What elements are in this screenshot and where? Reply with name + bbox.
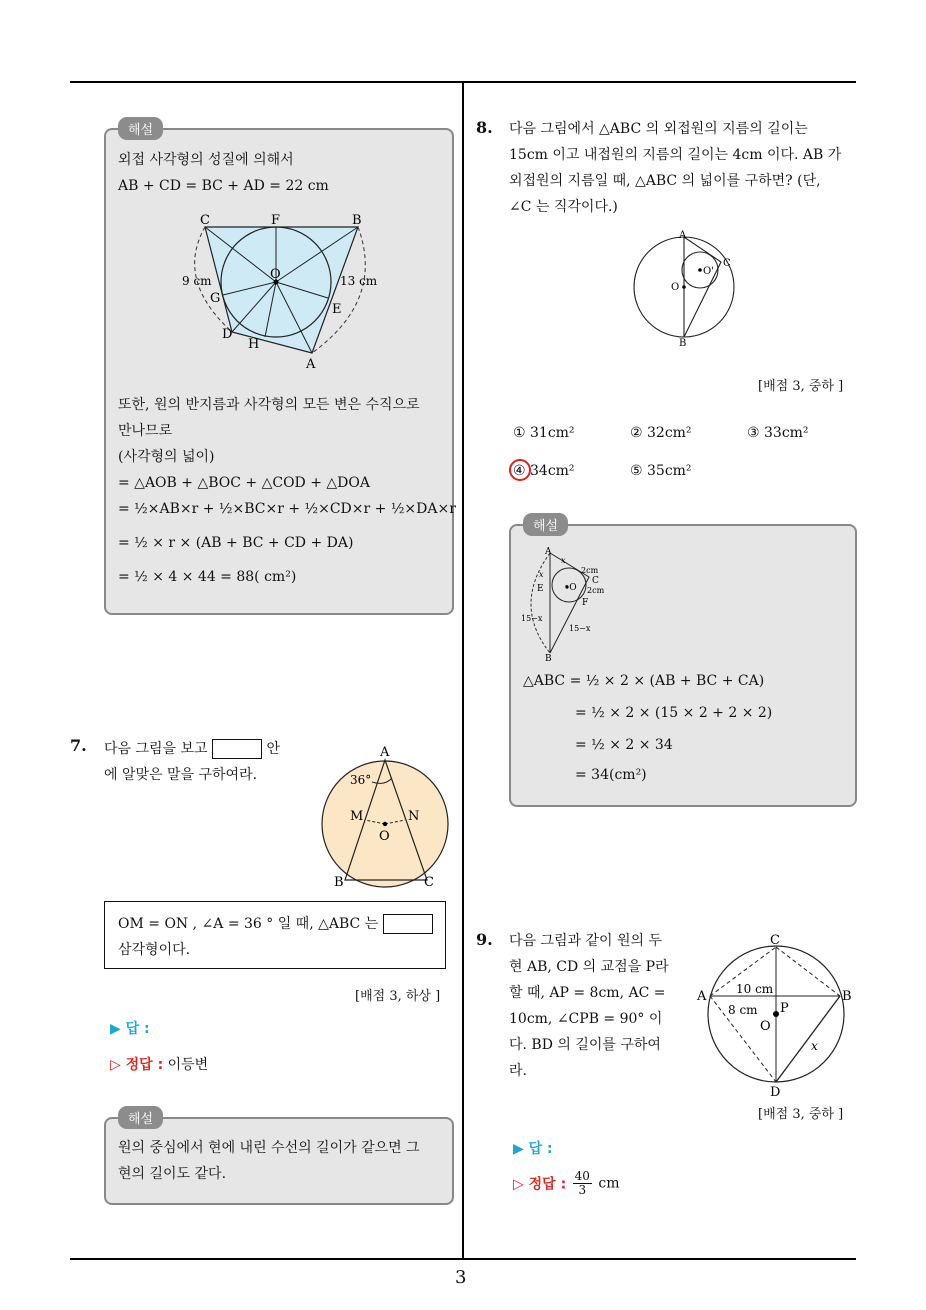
page-number: 3 <box>455 1267 467 1288</box>
correct-answer: ▷ 정답 : 이등변 <box>110 1057 209 1073</box>
bottom-rule <box>70 1258 856 1260</box>
solution-tag: 해설 <box>118 117 163 140</box>
solution-line: (사각형의 넓이) <box>118 449 215 465</box>
label-E: E <box>332 302 342 317</box>
choice-1[interactable]: ① 31cm² <box>513 425 575 441</box>
label-M: M <box>350 809 364 824</box>
solution-line: = ½ × r × (AB + BC + CD + DA) <box>118 535 354 551</box>
label-A: A <box>697 989 707 1004</box>
solution-line: 또한, 원의 반지름과 사각형의 모든 변은 수직으로 <box>118 397 420 413</box>
inscribed-circle-figure <box>628 228 748 348</box>
solution-tag: 해설 <box>118 1106 163 1129</box>
solution-figure <box>517 545 617 663</box>
label-G: G <box>210 291 221 306</box>
label-C: C <box>424 875 434 890</box>
label-2cm: 2cm <box>587 586 605 595</box>
solution-line: 원의 중심에서 현에 내린 수선의 길이가 같으면 그 <box>118 1140 420 1156</box>
label-9cm: 9 cm <box>182 274 212 288</box>
label-C: C <box>723 258 731 269</box>
answer-fraction: $\frac{40}{3}$ <box>574 1169 590 1197</box>
solution-line: = ½ × 4 × 44 = 88( cm²) <box>118 569 297 585</box>
question-text: 다음 그림과 같이 원의 두 <box>509 933 663 949</box>
label-O: O <box>760 1019 771 1034</box>
label-A: A <box>545 547 552 557</box>
label-B: B <box>842 989 852 1004</box>
choice-3[interactable]: ③ 33cm² <box>747 425 809 441</box>
label-C: C <box>592 576 599 586</box>
question-text: 다음 그림에서 △ABC 의 외접원의 지름의 길이는 <box>509 121 808 137</box>
question-text: 15cm 이고 내접원의 지름의 길이는 4cm 이다. AB 가 <box>509 147 842 163</box>
score-label: [배점 3, 중하 ] <box>758 1107 844 1122</box>
label-13cm: 13 cm <box>340 274 378 288</box>
question-box-text: OM = ON , ∠A = 36 ° 일 때, △ABC 는 <box>118 911 433 937</box>
chord-figure <box>694 930 860 1100</box>
question-text: 다음 그림을 보고 안 <box>104 741 281 757</box>
solution-line: △ABC = ½ × 2 × (AB + BC + CA) <box>523 673 765 689</box>
answer-blank <box>383 914 433 934</box>
answer-blank <box>212 739 262 759</box>
label-O: O <box>671 282 680 293</box>
label-B: B <box>334 875 344 890</box>
question-number: 9. <box>476 930 493 949</box>
solution-line: 현의 길이도 같다. <box>118 1166 227 1182</box>
label-O: O <box>270 267 281 282</box>
label-O: O <box>379 829 390 844</box>
label-E: E <box>537 584 544 594</box>
question-number: 7. <box>70 736 87 755</box>
score-label: [배점 3, 중하 ] <box>758 379 844 394</box>
solution-line: = ½×AB×r + ½×BC×r + ½×CD×r + ½×DA×r <box>118 501 456 517</box>
label-B: B <box>545 654 552 663</box>
question-text: 에 알맞은 말을 구하여라. <box>104 767 258 783</box>
label-x: x <box>561 556 566 565</box>
solution-line: 만나므로 <box>118 423 173 439</box>
label-D: D <box>770 1085 781 1100</box>
label-A: A <box>380 745 390 760</box>
question-text: 다. BD 의 길이를 구하여 <box>509 1037 661 1053</box>
solution-line: AB + CD = BC + AD = 22 cm <box>118 178 329 194</box>
label-8cm: 8 cm <box>728 1003 758 1017</box>
label-A: A <box>679 230 687 241</box>
label-B: B <box>679 338 687 348</box>
solution-line: = ½ × 2 × 34 <box>575 737 673 753</box>
selected-choice-marker <box>509 459 531 481</box>
solution-line: = ½ × 2 × (15 × 2 + 2 × 2) <box>575 705 773 721</box>
question-number: 8. <box>476 118 493 137</box>
correct-answer: ▷ 정답 : $\frac{40}{3}$ cm <box>513 1169 620 1197</box>
label-x: x <box>811 1039 818 1053</box>
answer-label: ▶ 답 : <box>513 1141 553 1157</box>
question-box-text: 삼각형이다. <box>118 942 191 958</box>
quadrilateral-figure <box>170 210 390 375</box>
label-A: A <box>306 357 316 372</box>
question-text: 10cm, ∠CPB = 90° 이 <box>509 1011 663 1027</box>
label-O: •O <box>564 583 577 593</box>
label-C: C <box>770 933 780 948</box>
label-H: H <box>248 337 260 352</box>
label-F: F <box>582 598 589 608</box>
label-x: x <box>539 570 544 579</box>
circle-triangle-figure <box>312 742 462 890</box>
choice-4[interactable]: ④ 34cm² <box>513 463 575 479</box>
label-B: B <box>352 213 362 228</box>
column-divider <box>462 83 464 1260</box>
answer-label: ▶ 답 : <box>110 1021 150 1037</box>
label-P: P <box>780 1001 789 1016</box>
label-F: F <box>271 213 281 228</box>
solution-line: = 34(cm²) <box>575 767 647 783</box>
label-2cm: 2cm <box>581 566 599 575</box>
question-text: 라. <box>509 1063 527 1079</box>
label-angle: 36° <box>350 773 372 787</box>
question-text: 할 때, AP = 8cm, AC = <box>509 985 666 1001</box>
label-D: D <box>222 327 233 342</box>
label-Oprime: O' <box>703 266 714 277</box>
solution-tag: 해설 <box>523 513 568 536</box>
label-15-x: 15−x <box>569 624 591 633</box>
label-N: N <box>408 809 420 824</box>
solution-line: = △AOB + △BOC + △COD + △DOA <box>118 475 370 491</box>
solution-line: 외접 사각형의 성질에 의해서 <box>118 152 294 168</box>
score-label: [배점 3, 하상 ] <box>355 989 441 1004</box>
label-10cm: 10 cm <box>736 982 774 996</box>
choice-2[interactable]: ② 32cm² <box>630 425 692 441</box>
question-text: 외접원의 지름일 때, △ABC 의 넓이를 구하면? (단, <box>509 173 821 189</box>
question-text: ∠C 는 직각이다.) <box>509 199 618 215</box>
label-C: C <box>200 213 210 228</box>
choice-5[interactable]: ⑤ 35cm² <box>630 463 692 479</box>
question-text: 현 AB, CD 의 교점을 P라 <box>509 959 669 975</box>
label-15-x: 15−x <box>521 614 543 623</box>
